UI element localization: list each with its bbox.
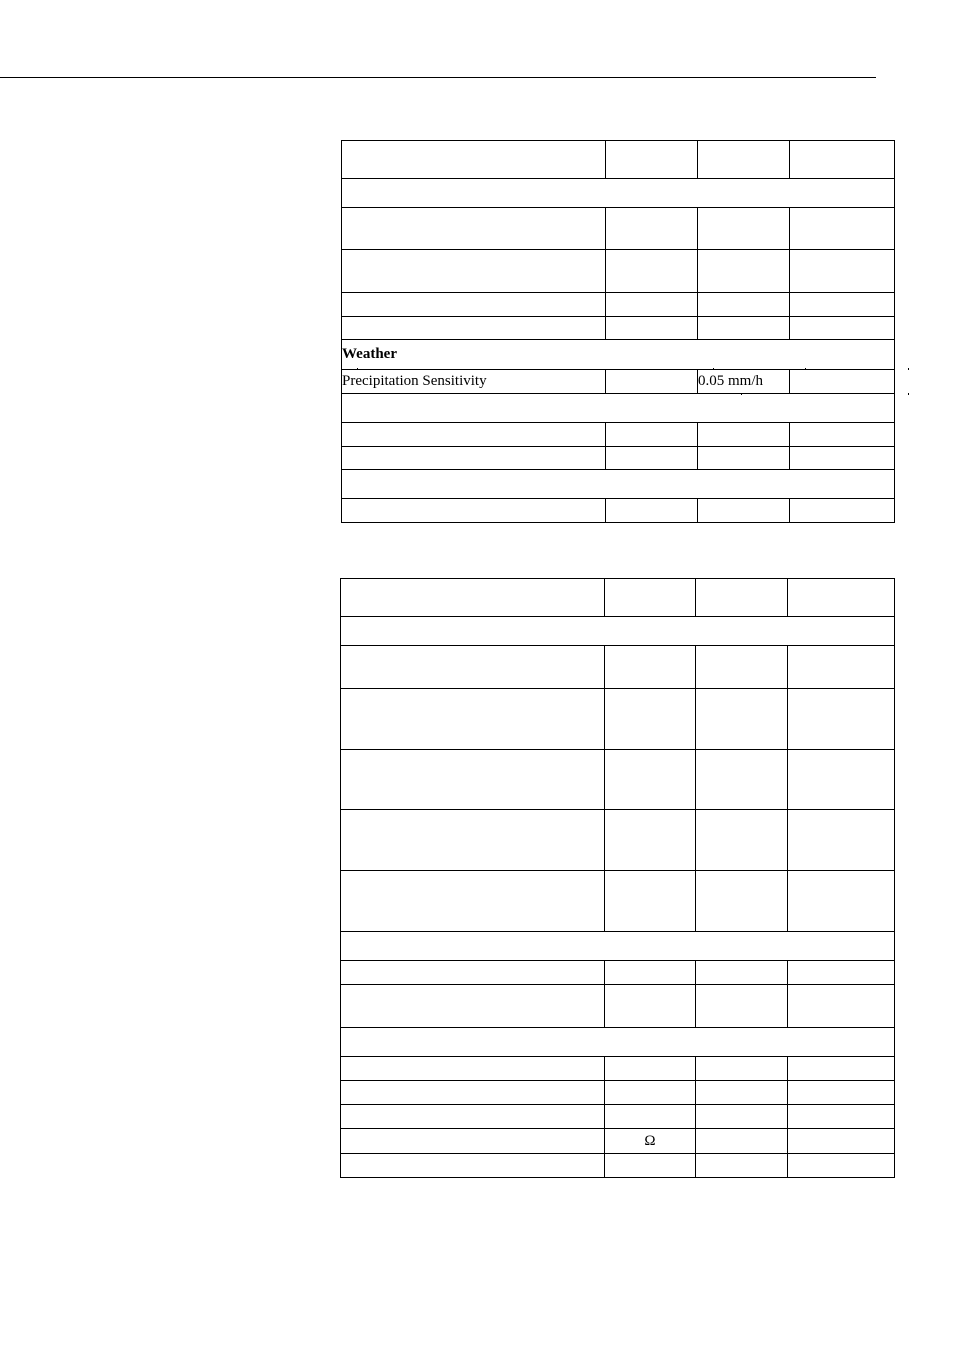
stray-mark (908, 368, 909, 370)
weather-section-title: Weather (342, 340, 895, 370)
section-row (342, 394, 895, 423)
weather-section-row (342, 340, 895, 370)
omega-row (341, 1129, 895, 1154)
table-row (341, 1081, 895, 1105)
spec-table-2 (340, 578, 895, 1178)
table-row (342, 499, 895, 523)
section-row (341, 617, 895, 646)
table-row (341, 750, 895, 810)
precipitation-row (342, 370, 895, 394)
table-row (341, 1057, 895, 1081)
table-row (341, 810, 895, 871)
table-row (341, 689, 895, 750)
table-row (342, 423, 895, 447)
table-header-row (341, 579, 895, 617)
precipitation-value: 0.05 mm/h (698, 370, 790, 394)
stray-mark (908, 393, 909, 395)
table-row (341, 985, 895, 1028)
table-row (342, 250, 895, 293)
table-row (342, 293, 895, 317)
omega-symbol: Ω (605, 1129, 696, 1154)
table-row (341, 1154, 895, 1178)
section-row (342, 470, 895, 499)
stray-mark (713, 368, 714, 370)
section-row (342, 179, 895, 208)
table-row (342, 208, 895, 250)
table-row (341, 1105, 895, 1129)
table-row (341, 646, 895, 689)
stray-mark (357, 368, 358, 370)
table-row (342, 317, 895, 340)
spec-table-1 (341, 140, 895, 523)
section-row (341, 1028, 895, 1057)
table-row (341, 871, 895, 932)
table-row (341, 961, 895, 985)
header-rule (0, 77, 876, 78)
precipitation-label: Precipitation Sensitivity (342, 370, 606, 394)
stray-mark (741, 393, 742, 395)
stray-mark (805, 368, 806, 370)
table-row (342, 447, 895, 470)
section-row (341, 932, 895, 961)
table-header-row (342, 141, 895, 179)
